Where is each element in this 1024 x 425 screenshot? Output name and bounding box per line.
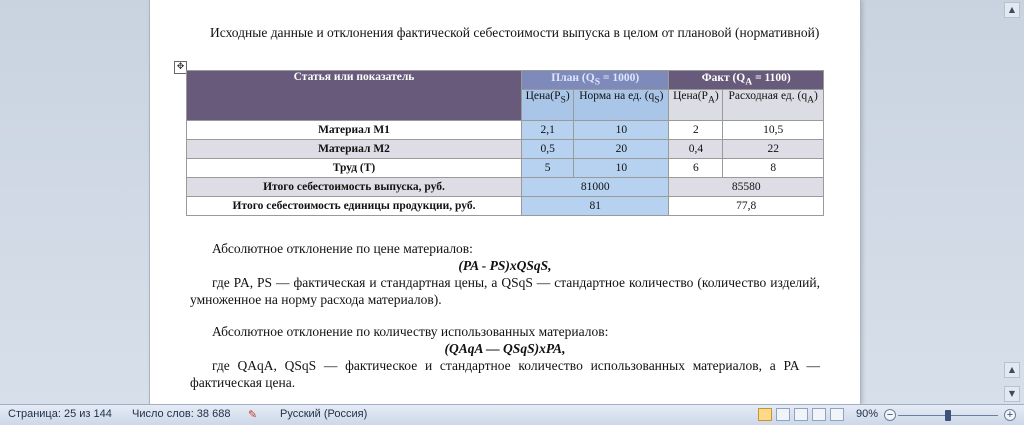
status-bar	[0, 404, 1024, 425]
cell-ps[interactable]: 5	[522, 159, 574, 178]
print-layout-view-icon[interactable]	[758, 408, 772, 421]
zoom-slider-thumb[interactable]	[945, 410, 951, 421]
row-label: Итого себестоимость выпуска, руб.	[187, 178, 522, 197]
table-row[interactable]	[187, 197, 824, 216]
spellcheck-icon[interactable]: ✎	[248, 408, 258, 421]
header-article: Статья или показатель	[187, 71, 522, 121]
cell-total-unit-plan[interactable]: 81	[522, 197, 669, 216]
quantity-deviation-intro: Абсолютное отклонение по количеству использованных материалов:	[212, 324, 609, 339]
subheader-fact-price: $Цена(P_A)$	[669, 90, 723, 121]
header-plan: План $(Q_S = 1000)$	[522, 71, 669, 90]
price-deviation-intro: Абсолютное отклонение по цене материалов:	[212, 241, 473, 256]
cell-total-output-fact[interactable]: 85580	[669, 178, 824, 197]
scroll-up-icon[interactable]: ▲	[1004, 2, 1020, 18]
cell-pa[interactable]: 0,4	[669, 140, 723, 159]
cost-table[interactable]	[186, 70, 824, 216]
zoom-in-icon[interactable]: +	[1004, 409, 1016, 421]
quantity-deviation-paragraph[interactable]	[190, 323, 820, 391]
zoom-out-icon[interactable]: −	[884, 409, 896, 421]
subheader-plan-norm: Норма на ед. $(q_S)$	[574, 90, 669, 121]
cell-qa[interactable]: 10,5	[723, 121, 824, 140]
table-caption: Исходные данные и отклонения фактической себестоимости выпуска в целом от плановой (нормативной)	[210, 25, 820, 40]
table-row[interactable]	[187, 121, 824, 140]
cell-ps[interactable]: 0,5	[522, 140, 574, 159]
table-row[interactable]	[187, 159, 824, 178]
zoom-level[interactable]: 90%	[856, 408, 879, 420]
row-label: Труд (Т)	[187, 159, 522, 178]
draft-view-icon[interactable]	[830, 408, 844, 421]
price-deviation-formula: (PA - PS)xQSqS,	[458, 258, 552, 273]
full-screen-reading-view-icon[interactable]	[776, 408, 790, 421]
subheader-plan-price: $Цена(P_S)$	[522, 90, 574, 121]
table-row[interactable]	[187, 140, 824, 159]
quantity-deviation-text: где QAqA, QSqS — фактическое и стандартное количество использованных материалов, а PA — фактическая цена.	[190, 358, 820, 390]
price-deviation-text: где PA, PS — фактическая и стандартная цены, а QSqS — стандартное количество (количество изделий, умноженное на норму расхода материалов).	[190, 275, 820, 307]
header-fact: Факт $(Q_A = 1100)$	[669, 71, 824, 90]
cell-qa[interactable]: 22	[723, 140, 824, 159]
cell-qs[interactable]: 10	[574, 121, 669, 140]
subheader-fact-consumption: Расходная ед. $(q_A)$	[723, 90, 824, 121]
cell-total-unit-fact[interactable]: 77,8	[669, 197, 824, 216]
cell-pa[interactable]: 2	[669, 121, 723, 140]
price-deviation-paragraph[interactable]	[190, 240, 820, 308]
page-counter[interactable]: Страница: 25 из 144	[8, 408, 112, 420]
row-label: Материал М1	[187, 121, 522, 140]
prev-page-icon[interactable]: ▲	[1004, 362, 1020, 378]
word-count[interactable]: Число слов: 38 688	[132, 408, 231, 420]
table-move-handle-icon[interactable]: ✥	[174, 61, 187, 74]
web-layout-view-icon[interactable]	[794, 408, 808, 421]
cell-pa[interactable]: 6	[669, 159, 723, 178]
quantity-deviation-formula: (QAqA — QSqS)xPA,	[444, 341, 566, 356]
outline-view-icon[interactable]	[812, 408, 826, 421]
vertical-scrollbar[interactable]	[1004, 0, 1020, 404]
cell-qs[interactable]: 20	[574, 140, 669, 159]
cell-total-output-plan[interactable]: 81000	[522, 178, 669, 197]
cell-qa[interactable]: 8	[723, 159, 824, 178]
next-page-icon[interactable]: ▼	[1004, 386, 1020, 402]
language-indicator[interactable]: Русский (Россия)	[280, 408, 368, 420]
cell-ps[interactable]: 2,1	[522, 121, 574, 140]
table-row[interactable]	[187, 178, 824, 197]
row-label: Материал М2	[187, 140, 522, 159]
cell-qs[interactable]: 10	[574, 159, 669, 178]
row-label: Итого себестоимость единицы продукции, руб.	[187, 197, 522, 216]
